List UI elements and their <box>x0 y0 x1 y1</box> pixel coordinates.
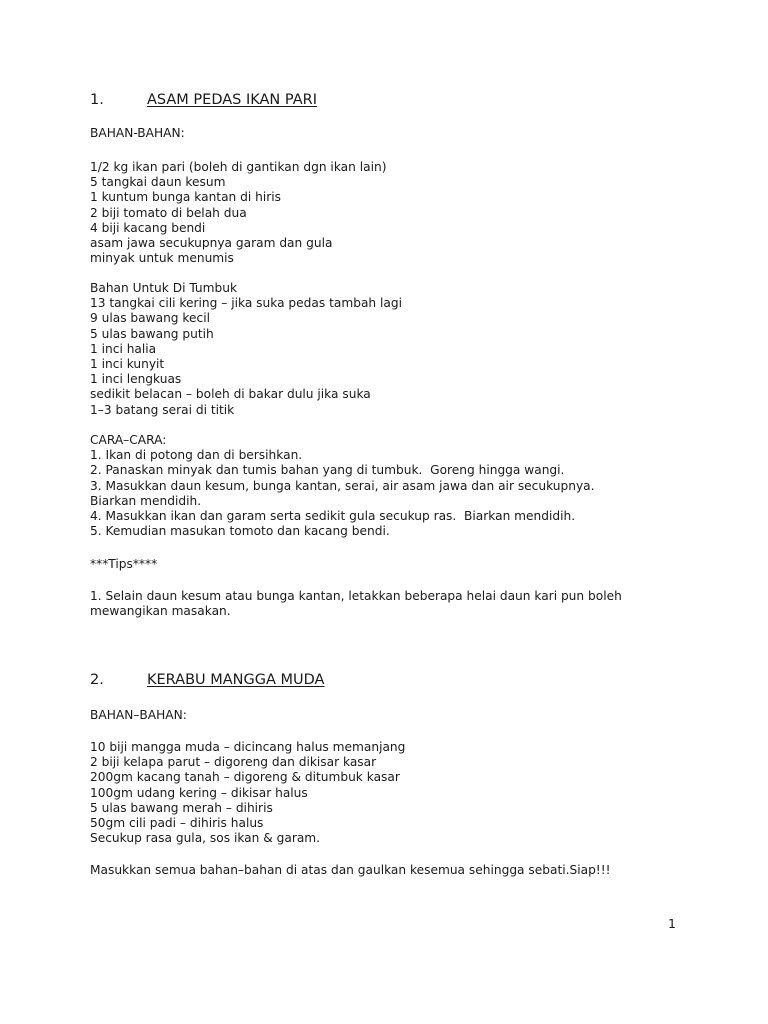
recipe-1-heading <box>90 91 690 109</box>
recipe-2-method <box>90 863 690 878</box>
method-step: 2. Panaskan minyak dan tumis bahan yang di tumbuk. Goreng hingga wangi. <box>90 463 565 478</box>
ingredient-line: 1 inci kunyit <box>90 357 165 372</box>
recipe-1-tumbuk-list <box>90 281 690 418</box>
ingredient-line: 1/2 kg ikan pari (boleh di gantikan dgn ikan lain) <box>90 160 387 174</box>
method-step: 3. Masukkan daun kesum, bunga kantan, serai, air asam jawa dan air secukupnya. <box>90 478 595 493</box>
method-step: Biarkan mendidih. <box>90 493 202 508</box>
section-label: BAHAN–BAHAN: <box>90 708 187 722</box>
ingredient-line: 2 biji kelapa parut – digoreng dan dikisar kasar <box>90 755 377 770</box>
recipe-2-number: 2. <box>90 672 104 688</box>
ingredient-line: 5 ulas bawang putih <box>90 326 214 341</box>
method-step: 5. Kemudian masukan tomoto dan kacang bendi. <box>90 524 390 539</box>
tip-line: mewangikan masakan. <box>90 604 231 619</box>
ingredient-line: 1 inci halia <box>90 341 157 356</box>
ingredient-line: 5 ulas bawang merah – dihiris <box>90 800 273 815</box>
ingredient-line: 1 kuntum bunga kantan di hiris <box>90 190 282 205</box>
recipe-2-ingredients <box>90 740 690 846</box>
ingredient-line: 100gm udang kering – dikisar halus <box>90 785 308 800</box>
recipe-2-heading <box>90 671 690 689</box>
section-label: CARA–CARA: <box>90 433 167 447</box>
ingredient-line: 50gm cili padi – dihiris halus <box>90 816 264 831</box>
recipe-1-tips-heading <box>90 557 690 572</box>
recipe-1-method <box>90 433 690 539</box>
section-label: ***Tips**** <box>90 557 158 571</box>
ingredient-line: 10 biji mangga muda – dicincang halus memanjang <box>90 740 406 754</box>
recipe-1-ingredients <box>90 160 690 266</box>
ingredient-line: 4 biji kacang bendi <box>90 220 206 235</box>
ingredient-line: asam jawa secukupnya garam dan gula <box>90 236 333 251</box>
ingredient-line: sedikit belacan – boleh di bakar dulu jika suka <box>90 387 371 402</box>
recipe-2-bahan-heading <box>90 708 690 723</box>
tip-line: 1. Selain daun kesum atau bunga kantan, letakkan beberapa helai daun kari pun boleh <box>90 589 622 603</box>
ingredient-line: 1 inci lengkuas <box>90 372 182 387</box>
ingredient-line: 1–3 batang serai di titik <box>90 402 235 417</box>
ingredient-line: 13 tangkai cili kering – jika suka pedas tambah lagi <box>90 296 402 311</box>
ingredient-line: 9 ulas bawang kecil <box>90 311 211 326</box>
section-label: BAHAN-BAHAN: <box>90 126 185 140</box>
recipe-1-number: 1. <box>90 92 104 108</box>
ingredient-line: 5 tangkai daun kesum <box>90 175 226 190</box>
ingredient-line: 2 biji tomato di belah dua <box>90 205 247 220</box>
recipe-2-title: KERABU MANGGA MUDA <box>147 672 325 688</box>
ingredient-line: Secukup rasa gula, sos ikan & garam. <box>90 831 321 846</box>
ingredient-line: 200gm kacang tanah – digoreng & ditumbuk kasar <box>90 770 400 785</box>
recipe-1-bahan-heading <box>90 126 690 141</box>
method-step: 4. Masukkan ikan dan garam serta sedikit gula secukup ras. Biarkan mendidih. <box>90 509 576 524</box>
recipe-1-title: ASAM PEDAS IKAN PARI <box>147 92 317 108</box>
method-step: Masukkan semua bahan–bahan di atas dan gaulkan kesemua sehingga sebati.Siap!!! <box>90 863 611 877</box>
page-number: 1 <box>668 916 676 931</box>
method-step: 1. Ikan di potong dan di bersihkan. <box>90 448 303 463</box>
recipe-1-tips <box>90 589 690 619</box>
ingredient-line: minyak untuk menumis <box>90 251 234 266</box>
section-label: Bahan Untuk Di Tumbuk <box>90 281 238 295</box>
